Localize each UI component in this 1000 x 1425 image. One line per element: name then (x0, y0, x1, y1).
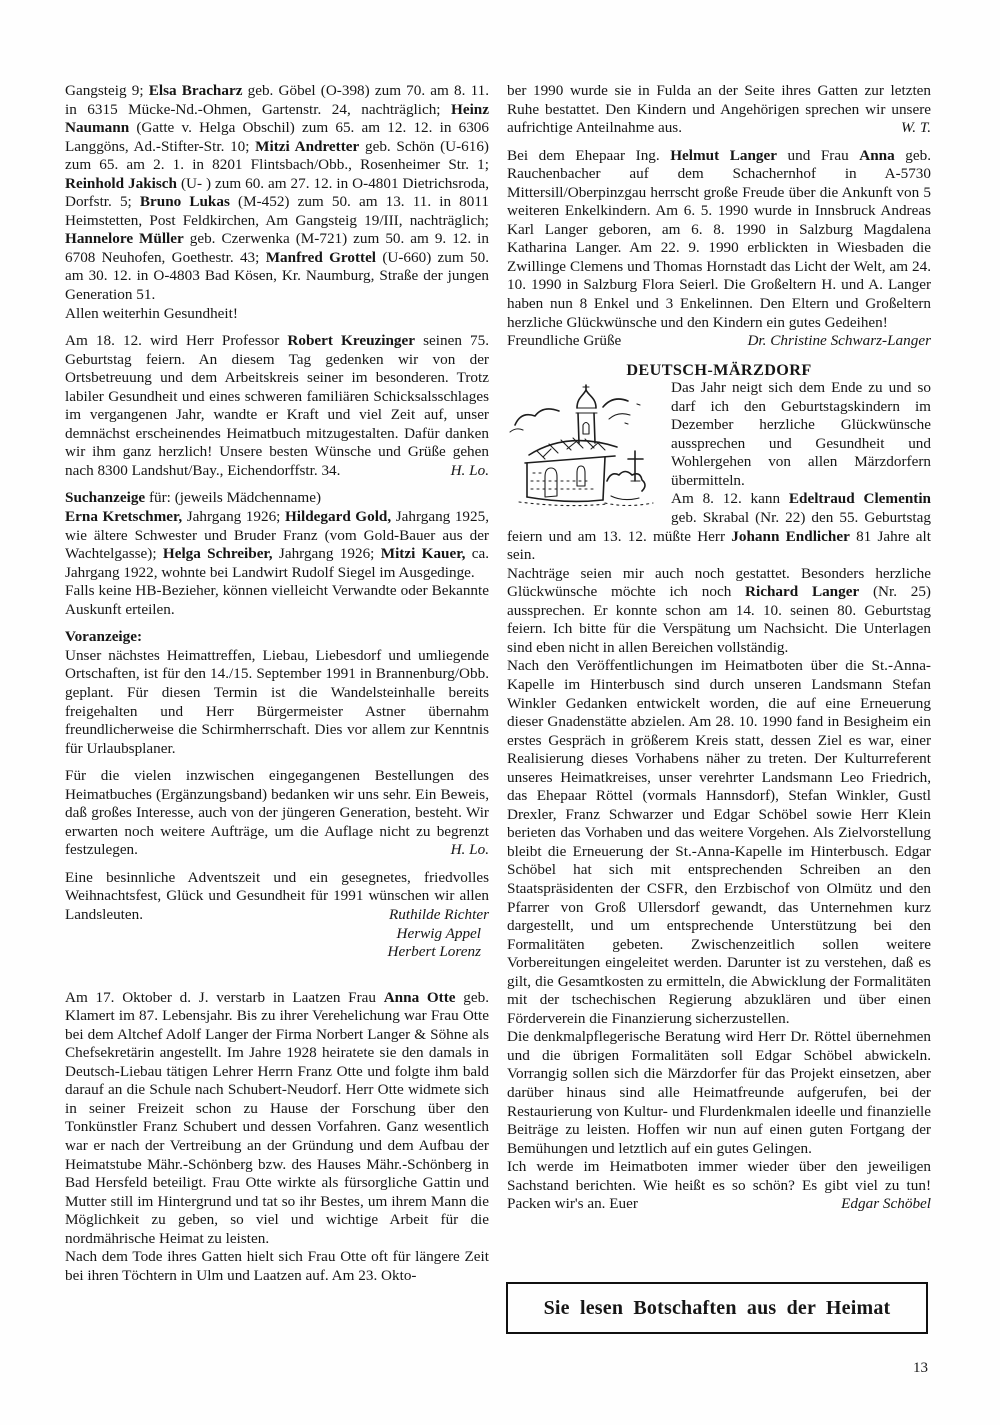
text-run: geb. Rauchenbacher auf dem Schachernhof in A-5730 Mittersill/Oberpinzgau herrscht große Freude über die Ankunft von 5 weiteren Enkelkindern. Am 6. 5. 1990 wurde in Innsbruck Andreas Karl Langer geboren, am 6. 8. 1990 in Salzburg Magdalena Katharina Langer. Am 22. 9. 1990 erblickten in Wiesbaden die Zwillinge Clemens und Thomas Hornstadt das Licht der Welt, am 24. 10. 1990 in Salzburg Flora Seierl. Die Großeltern H. und A. Langer haben nun 8 Enkel und 3 Enkelinnen. Den Eltern und Großeltern herzliche Glückwünsche und den Kindern ein gutes Gedeihen! (507, 146, 931, 331)
text-run: Die denkmalpflegerische Beratung wird Herr Dr. Röttel übernehmen und die übrigen Formalitäten soll Edgar Schöbel abwickeln. Vorrangig sollen sich die Märzdorfer für das Projekt einsetzen, aber darüber hinaus sind alle Heimatfreunde aufgerufen, bei der Restaurierung von Kultur- und Flurdenkmalen ideelle und finanzielle Beiträge zu leisten. Hoffen wir nun auf einen guten Fortgang der Bemühungen und letztlich auf ein gutes Gelingen. (507, 1028, 931, 1157)
text-run: Das Jahr neigt sich dem Ende zu und so darf ich den Geburtstagskindern im Dezember herzliche Glückwünsche aussprechen und Gesundheit und Wohlergehen von allen Märzdorfern übermitteln. (671, 379, 931, 489)
text-run: seinen 75. Geburtstag feiern. An diesem Tag gedenken wir von der Ortsbetreuung und dem Arbeitskreis seiner im besonderen. Trotz labiler Gesundheit und eines schweren familiären Schicksalsschlages im vergangenen Jahr, wandte er Kraft und viel Zeit auf, unser demnächst erscheinendes Heimatbuch mitzugestalten. Dafür danken wir ihm ganz herzlich! Unsere besten Wünsche und Grüße gehen nach 8300 Landshut/Bay., Eichendorffstr. 34. (65, 332, 490, 479)
paragraph (65, 489, 489, 508)
signature: Edgar Schöbel (841, 1195, 931, 1213)
bold-name: Erna Kretschmer, (65, 508, 183, 526)
text-run: Jahrgang 1925, wie ältere Schwester und Bruder Franz (vom Gold-Bauer aus der Wachtelgasse); (65, 508, 489, 563)
paragraph (65, 1248, 489, 1285)
bold-name: Reinhold Jakisch (65, 174, 177, 192)
page-number: 13 (913, 1360, 928, 1376)
text-run: Falls keine HB-Bezieher, können vielleicht Verwandte oder Bekannte Auskunft erteilen. (65, 582, 489, 618)
bold-name: Johann Endlicher (731, 527, 850, 545)
section-heading: DEUTSCH-MÄRZDORF (626, 360, 812, 379)
text-run: ca. Jahrgang 1922, wohnte bei Landwirt Rudolf Siegel im Ausgedinge. (65, 545, 490, 581)
paragraph (507, 1028, 931, 1158)
text-run: Unser nächstes Heimattreffen, Liebau, Liebesdorf und umliegende Ortschaften, ist für den 14./15. September 1991 in Brannenburg/Obb. geplant. Für diesen Termin ist die Wandelsteinhalle bereits freigehalten und Herr Bürgermeister Astner übernahm freundlicherweise die Schirmherrschaft. Dies vor allem zur Kenntnis für Urlaubsplaner. (65, 646, 489, 757)
signature: Herwig Appel (396, 924, 481, 942)
bold-name: Hannelore Müller (65, 230, 184, 248)
bold-name: Hildegard Gold, (284, 508, 392, 526)
signature: H. Lo. (450, 841, 489, 859)
paragraph (507, 657, 931, 1028)
text-run: geb. Czerwenka (M-721) zum 50. am 9. 12. in 6708 Neuhofen, Goethestr. 43; (65, 230, 489, 266)
text-run: Für die vielen inzwischen eingegangenen Bestellungen des Heimatbuches (Ergänzungsband) bedanken wir uns sehr. Ein Beweis, daß großes Interesse, auch von der jüngeren Generation, besteht. Wir erwarten noch weitere Aufträge, um die Auflage nicht zu begrenzt festzulegen. (65, 767, 489, 859)
signature: Herbert Lorenz (387, 943, 481, 961)
text-run: für: (jeweils Mädchenname) (145, 489, 322, 507)
paragraph (65, 508, 489, 582)
signature: W. T. (901, 119, 931, 137)
text-run: 81 Jahre alt sein. (507, 527, 931, 564)
bold-name: Richard Langer (745, 583, 860, 601)
text-run: Jahrgang 1926; (272, 545, 381, 563)
paragraph (65, 869, 489, 925)
text-run: (U- ) zum 60. am 27. 12. in O-4801 Dietrichsroda, Dorfstr. 5; (65, 174, 489, 211)
church-illustration (507, 383, 659, 507)
paragraph (507, 1158, 931, 1214)
text-run: geb. Schön (U-616) zum 65. am 2. 1. in 8201 Flintsbach/Obb., Rosenheimer Str. 1; (65, 137, 489, 174)
text-run: (U-660) zum 50. am 30. 12. in O-4803 Bad Kösen, Kr. Naumburg, Straße der jungen Generation 51. (65, 248, 489, 304)
text-run: geb. Klamert im 87. Lebensjahr. Bis zu ihrer Verehelichung war Frau Otte bei dem Altchef Adolf Langer der Firma Norbert Langer & Söhne als Chefsekretärin angestellt. Im Jahre 1928 heiratete sie den damals in Deutsch-Liebau tätigen Lehrer Herrn Franz Otte und folgte ihm bald darauf an die Schule nach Schubert-Neudorf. Herr Otte widmete sich in seiner Freizeit schon zu Hause der Forschung über den Tonkünstler Franz Schubert und dessen Vorfahren. Ganz wesentlich war er nach der Vertreibung an der Gründung und dem Aufbau der Heimatstube Mähr.-Schönberg bzw. des Hauses Mähr.-Schönberg in Bad Hersfeld beteiligt. Frau Otte wirkte als fürsorgliche Gattin und Mutter still im Hintergrund und tat so ihr Bestes, um ihrem Mann die Möglichkeit zu geben, so viel und wichtige Arbeit für die nordmährische Heimat zu leisten. (65, 988, 489, 1247)
bold-name: Bruno Lukas (139, 193, 230, 211)
text-run: Gangsteig 9; (65, 82, 149, 99)
banner-text: Sie lesen Botschaften aus der Heimat (543, 1296, 891, 1319)
paragraph (507, 82, 931, 138)
text-run: und Frau (776, 146, 860, 164)
text-run: Allen weiterhin Gesundheit! (65, 304, 238, 322)
signature: Dr. Christine Schwarz-Langer (747, 332, 931, 350)
paragraph (507, 565, 931, 658)
paragraph (507, 147, 931, 332)
paragraph (65, 628, 489, 647)
bold-name: Mitzi Kauer, (380, 545, 466, 563)
bold-name: Anna Otte (383, 988, 456, 1006)
text-run: Nach dem Tode ihres Gatten hielt sich Frau Otte oft für längere Zeit bei ihren Töchtern in Ulm und Laatzen auf. Am 23. Okto- (65, 1248, 489, 1284)
paragraph (65, 332, 489, 480)
text-run: geb. Skrabal (Nr. 22) den 55. Geburtstag feiern und am 13. 12. müßte Herr (507, 509, 931, 545)
text-run: Bei dem Ehepaar Ing. (507, 146, 671, 164)
paragraph (65, 582, 489, 619)
text-run: Am 18. 12. wird Herr Professor (65, 332, 288, 350)
text-run: ber 1990 wurde sie in Fulda an der Seite ihres Gatten zur letzten Ruhe bestattet. Den Kindern und Angehörigen sprechen wir unsere aufrichtige Anteilnahme aus. (507, 82, 931, 137)
text-run: Nachträge seien mir auch noch gestattet. Besonders herzliche Glückwünsche möchte ich noch (507, 564, 931, 601)
bold-name: Edeltraud Clementin (788, 490, 931, 508)
text-run: Am 8. 12. kann (671, 490, 789, 508)
bold-name: Anna (859, 146, 895, 164)
text-run: Freundliche Grüße (507, 332, 622, 350)
signature-block (65, 925, 489, 962)
paragraph (65, 647, 489, 758)
paragraph (65, 767, 489, 860)
signoff-line (507, 332, 931, 351)
text-run: Jahrgang 1926; (182, 508, 285, 526)
left-column (65, 82, 489, 1285)
signature: Ruthilde Richter (389, 905, 489, 923)
text-run: Nach den Veröffentlichungen im Heimatboten über die St.-Anna-Kapelle im Hinterbusch sind durch unseren Landsmann Stefan Winkler Gedanken entwickelt worden, die auf eine Erneuerung dieser Gnadenstätte abzielen. Am 28. 10. 1990 fand in Besigheim ein erstes Gespräch in größerem Kreis statt, dessen Ziel es war, einer Realisierung dieses Vorhabens näher zu treten. Der Kulturreferent unseres Heimatkreises, unser verehrter Landsmann Leo Friedrich, das Ehepaar Röttel (vormals Hannsdorf), Stefan Winkler, Gustl Drexler, Franz Schwarzer und Edgar Schöbel sowie Herr Klein berieten das Vorhaben und das weitere Vorgehen. Als Zielvorstellung bleibt die Erneuerung der St.-Anna-Kapelle im Hinterbusch. Edgar Schöbel hat sich mit entsprechenden Schreiben an den Staatspräsidenten der CSFR, den Erzbischof von Olmütz und den Pfarrer von Groß Ullersdorf gewandt, das Unternehmen kurz dargestellt, und um entsprechende Unterstützung bei den Formalitäten gebeten. Zwischenzeitlich sollen weitere Vorbereitungen eingeleitet werden. Darunter ist zu verstehen, daß es gilt, die Gesamtkosten zu ermitteln, die Abwicklung der Formalitäten mit der tschechischen Regierung abzuklären und über einen Förderverein die Finanzierung sicherzustellen. (507, 657, 931, 1027)
text-run: (M-452) zum 50. am 13. 11. in 8011 Heimstetten, Post Feldkirchen, Am Gangsteig 19/III, nachträglich; (65, 193, 489, 229)
bold-name: Suchanzeige (65, 489, 146, 507)
text-run: geb. Göbel (O-398) zum 70. am 8. 11. in 6315 Mücke-Nd.-Ohmen, Gartenstr. 24, nachträglich; (65, 82, 489, 118)
bold-name: Robert Kreuzinger (287, 332, 416, 350)
paragraph (65, 305, 489, 324)
text-run: Eine besinnliche Adventszeit und ein gesegnetes, friedvolles Weihnachtsfest, Glück und Gesundheit für 1991 wünschen wir allen Landsleuten. (65, 868, 489, 923)
paragraph (65, 989, 489, 1249)
bold-name: Manfred Grottel (265, 248, 377, 266)
bold-name: Elsa Bracharz (148, 82, 243, 99)
text-run: Ich werde im Heimatboten immer wieder über den jeweiligen Sachstand berichten. Wie heißt es so schön? Es gibt viel zu tun! Packen wir's an. Euer (507, 1158, 931, 1213)
bold-name: Helmut Langer (670, 146, 777, 164)
banner-box (506, 1282, 928, 1334)
signature: H. Lo. (450, 461, 489, 479)
text-run: Am 17. Oktober d. J. verstarb in Laatzen Frau (65, 988, 384, 1006)
text-run: (Gatte v. Helga Obschil) zum 65. am 12. 12. in 6306 Langgöns, Ad.-Stifter-Str. 10; (65, 119, 489, 155)
bold-name: Helga Schreiber, (162, 545, 273, 563)
bold-name: Mitzi Andretter (255, 137, 360, 155)
bold-name: Heinz Naumann (65, 100, 489, 137)
church-sketch-drawing (507, 383, 659, 507)
bold-name: Voranzeige: (65, 628, 143, 646)
right-column (507, 82, 931, 1214)
paragraph (65, 82, 489, 305)
text-run: (Nr. 25) aussprechen. Er konnte schon am 14. 10. seinen 80. Geburtstag feiern. Ich bitte für die Verspätung um Nachsicht. Die Unterlagen sind eben nicht in allen Bereichen vollständig. (507, 583, 931, 656)
